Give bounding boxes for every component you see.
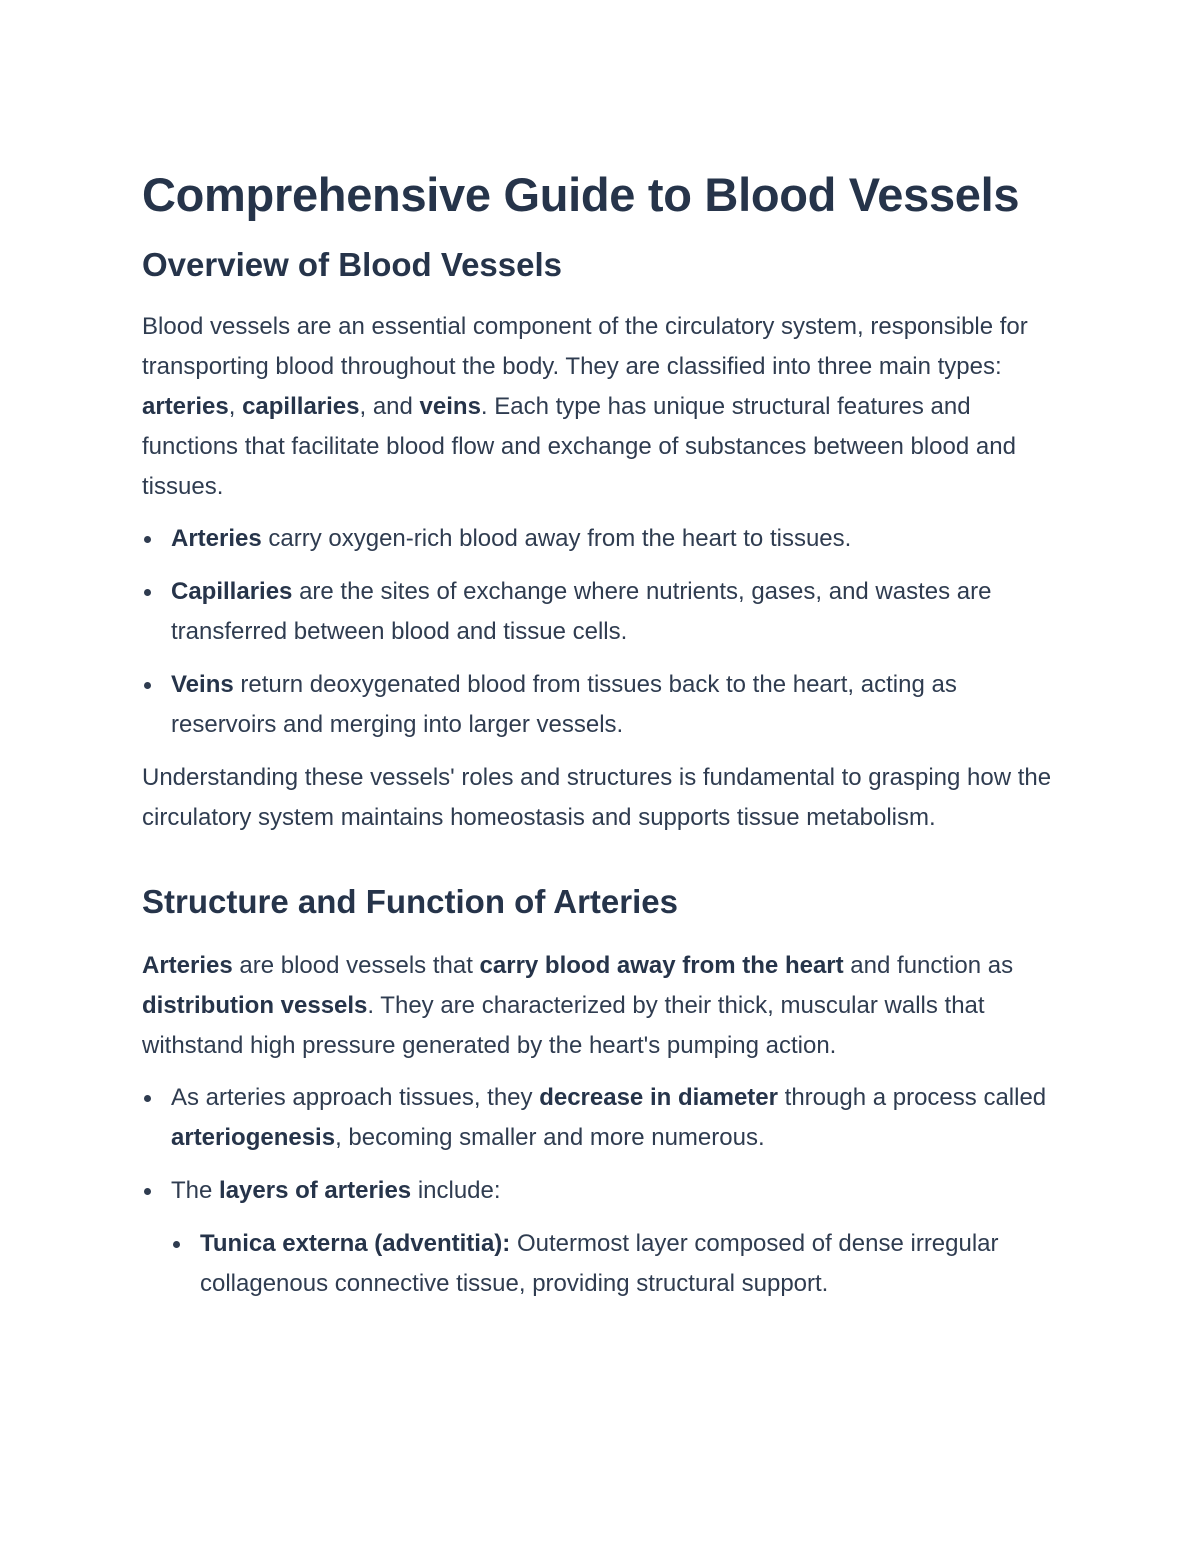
term-distribution-vessels: distribution vessels [142, 992, 368, 1019]
term-arteriogenesis: arteriogenesis [171, 1124, 336, 1151]
list-item-layers [142, 1171, 1062, 1304]
list-item-term: Tunica externa (adventitia): [200, 1230, 511, 1257]
list-item-text: The [171, 1177, 220, 1204]
term-capillaries: capillaries [242, 393, 360, 420]
list-item-term: Veins [171, 671, 234, 698]
arteries-text-1: are blood vessels that [232, 952, 480, 979]
overview-intro-paragraph [142, 307, 1062, 507]
section-heading-overview: Overview of Blood Vessels [142, 246, 563, 283]
list-item-text: Outermost layer composed of dense irregular collagenous connective tissue, providing structural support. [200, 1230, 999, 1297]
list-item-text: through a process called [777, 1084, 1047, 1111]
arteries-text-2: and function as [843, 952, 1014, 979]
list-item-text: As arteries approach tissues, they [171, 1084, 540, 1111]
arteries-intro-paragraph [142, 946, 1062, 1066]
list-item-term: Arteries [171, 525, 262, 552]
term-arteries: arteries [142, 393, 229, 420]
overview-closing-paragraph: Understanding these vessels' roles and structures is fundamental to grasping how the circulatory system maintains homeostasis and supports tissue metabolism. [142, 764, 1052, 831]
list-item-text: return deoxygenated blood from tissues back to the heart, acting as reservoirs and merging into larger vessels. [171, 671, 957, 738]
sublist-item-tunica-externa [171, 1224, 1062, 1304]
term-veins: veins [419, 393, 481, 420]
list-item-term: Capillaries [171, 578, 293, 605]
list-item-veins [142, 665, 1062, 745]
term-decrease-in-diameter: decrease in diameter [539, 1084, 778, 1111]
term-carry-blood-away: carry blood away from the heart [479, 952, 844, 979]
vessel-type-list [142, 519, 1062, 745]
list-item-text: include: [411, 1177, 501, 1204]
list-item-arteriogenesis [142, 1078, 1062, 1158]
arteries-text-3: . They are characterized by their thick, muscular walls that withstand high pressure generated by the heart's pumping action. [142, 992, 985, 1059]
term-layers-of-arteries: layers of arteries [219, 1177, 412, 1204]
document-page [142, 165, 1062, 1317]
section-heading-arteries: Structure and Function of Arteries [142, 883, 678, 920]
list-item-text: are the sites of exchange where nutrients, gases, and wastes are transferred between blood and tissue cells. [171, 578, 992, 645]
intro-text-1: Blood vessels are an essential component of the circulatory system, responsible for transporting blood throughout the body. They are classified into three main types: [142, 313, 1028, 380]
list-item-text: carry oxygen-rich blood away from the heart to tissues. [261, 525, 852, 552]
intro-text-2: , [228, 393, 243, 420]
list-item-text: , becoming smaller and more numerous. [335, 1124, 765, 1151]
page-title: Comprehensive Guide to Blood Vessels [142, 168, 1020, 221]
term-arteries: Arteries [142, 952, 233, 979]
intro-text-3: , and [359, 393, 420, 420]
layers-sublist [171, 1224, 1062, 1304]
arteries-list [142, 1078, 1062, 1304]
intro-text-4: . Each type has unique structural features and functions that facilitate blood flow and exchange of substances between blood and tissues. [142, 393, 1016, 500]
list-item-arteries [142, 519, 1062, 559]
list-item-capillaries [142, 572, 1062, 652]
